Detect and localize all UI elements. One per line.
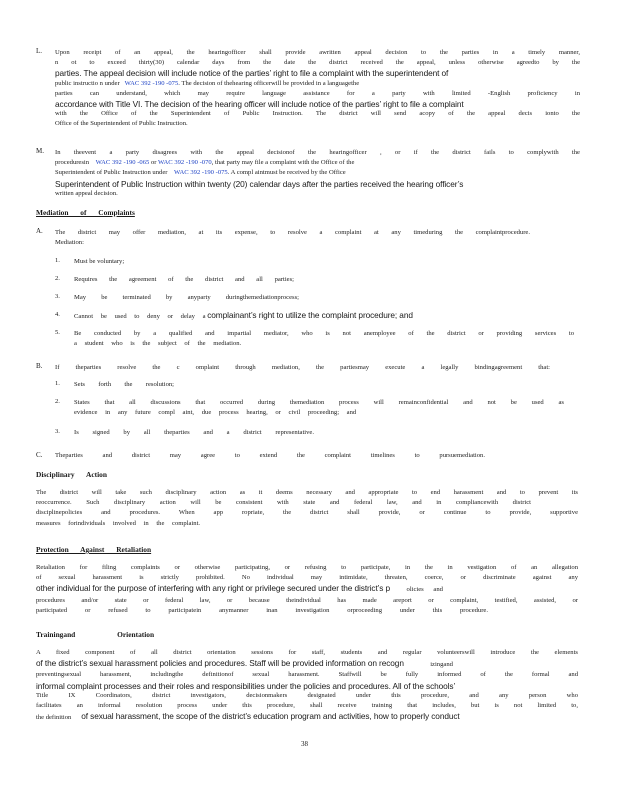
text-line: The district will take such disciplinary action as it deems necessary and appropriate to end harassment and to prevent its <box>36 489 578 496</box>
text-line <box>74 310 564 322</box>
paragraph-disciplinary <box>36 488 578 529</box>
heading-retaliation: Protection Against Retaliation <box>36 545 152 554</box>
text-line: Upon receipt of an appeal, the hearingofficer shall provide awritten appeal decision to the parties in a timely manner, <box>55 49 580 56</box>
section-letter: C. <box>36 451 43 459</box>
list-item <box>74 275 294 285</box>
heading-training: Trainingand Orientation <box>36 630 155 639</box>
paragraph-appeal-decision <box>55 48 580 130</box>
text-span: Superintendent of Public Instruction under <box>55 169 168 177</box>
section-letter: A. <box>36 227 43 235</box>
section-letter: L. <box>36 47 43 55</box>
text-line: Retaliation for filing complaints or otherwise participating, or refusing to participate, in the in vestigation of an allegation <box>36 564 578 571</box>
list-item <box>74 398 564 418</box>
text-span: proceduresin <box>55 159 90 167</box>
text-line: Title IX Coordinators, district investigators, decisionmakers designated under this procedure, and any person who <box>36 691 578 699</box>
text-span: or <box>150 159 157 167</box>
list-number: 1. <box>55 380 60 387</box>
wac-link[interactable]: WAC 392 -190 -065 <box>95 159 150 167</box>
text-line: procedures and/or state or federal law, or because theindividual has made areport or complaint, testified, assisted, or <box>36 596 578 604</box>
text-line: Office of the Superintendent of Public Instruction. <box>55 120 188 128</box>
text-line: Superintendent of Public Instruction within twenty (20) calendar days after the parties received the hearing officer’s <box>55 178 464 189</box>
list-number: 5. <box>55 329 60 336</box>
list-item <box>74 310 564 322</box>
text-line <box>36 583 578 595</box>
paragraph-mediation-offer <box>55 228 580 248</box>
text-line: If theparties resolve the c omplaint through mediation, the partiesmay execute a legally bindingagreement that: <box>55 364 550 371</box>
paragraph-appeal-complaint <box>55 148 580 199</box>
text-span: of the district’s sexual harassment policies and procedures. Staff will be provided information on recogn <box>36 658 404 669</box>
text-span: public instructio n under <box>55 79 120 87</box>
text-line: In theevent a party disagrees with the appeal decisionof the hearingofficer , or if the district fails to complywith the <box>55 149 580 156</box>
text-line: Sets forth the resolution; <box>74 381 174 388</box>
text-line: n ot to exceed thirty(30) calendar days from the date the district received the appeal, unless otherwise agreedto by the <box>55 59 580 67</box>
text-line: Mediation: <box>55 239 84 247</box>
text-line <box>36 711 578 723</box>
list-number: 2. <box>55 398 60 405</box>
text-span: . A compl aintmust be received by the Office <box>227 169 346 177</box>
text-line: evidence in any future compl aint, due process hearing, or civil proceeding; and <box>74 409 357 417</box>
text-line: States that all discussions that occurred during themediation process will remainconfidential and not be used as <box>74 399 564 406</box>
text-line: disciplinepolicies and procedures. When app ropriate, the district shall provide, or continue to provide, supportive <box>36 509 578 517</box>
text-line <box>55 168 580 178</box>
list-item <box>74 380 174 390</box>
wac-link[interactable]: WAC 392 -190 -075 <box>124 79 179 87</box>
text-line <box>55 158 580 168</box>
text-line: The district may offer mediation, at its expense, to resolve a complaint at any timeduring the complaintprocedure. <box>55 229 530 236</box>
list-item: Must be voluntary; <box>74 258 125 265</box>
text-line: accordance with Title VI. The decision of the hearing officer will include notice of the parties’ right to file a complaint <box>55 99 464 110</box>
text-line: written appeal decision. <box>55 189 118 197</box>
text-line: parties. The appeal decision will include notice of the parties’ right to file a complaint with the superintendent of <box>55 68 449 79</box>
text-line: May be terminated by anyparty duringthemediationprocess; <box>74 294 299 301</box>
list-number: 3. <box>55 428 60 435</box>
wac-link[interactable]: WAC 392 -190 -070 <box>158 159 212 167</box>
list-item <box>74 428 314 438</box>
text-line: Requires the agreement of the district and all parties; <box>74 276 294 283</box>
heading-disciplinary: Disciplinary Action <box>36 470 107 479</box>
text-line: a student who is the subject of the mediation. <box>74 340 242 348</box>
text-line: participated or refused to participatein anymanner inan investigation orproceeding under this procedure. <box>36 606 488 614</box>
text-span: of sexual harassment, the scope of the district’s education program and activities, how to properly conduct <box>81 711 460 722</box>
text-span: . The decision of thehearing officerwill be provided in a languagethe <box>178 79 360 87</box>
section-letter: M. <box>36 147 44 155</box>
paragraph-training <box>36 648 578 723</box>
text-span: complainant’s right to utilize the complaint procedure; and <box>207 310 413 320</box>
text-line <box>36 658 578 670</box>
text-span: Cannot be used to deny or delay a <box>74 313 206 320</box>
list-number: 1. <box>55 257 60 264</box>
text-line: reoccurrence. Such disciplinary action will be consistent with state and federal law, and in compliancewith district <box>36 499 531 507</box>
text-line: parties can understand, which may require language assistance for a party with limited -English proficiency in <box>55 89 580 97</box>
text-line: Theparties and district may agree to extend the complaint timelines to pursuemediation. <box>55 452 485 459</box>
text-span: izingand <box>430 661 453 669</box>
list-item <box>74 293 299 303</box>
text-line: Be conducted by a qualified and impartial mediator, who is not anemployee of the district or providing services to <box>74 330 574 337</box>
text-span: olicies and <box>406 586 443 594</box>
list-item <box>74 329 574 349</box>
text-line: facilitates an informal resolution process under this procedure, shall receive training that includes, but is not limited to, <box>36 702 578 710</box>
text-line: Is signed by all theparties and a district representative. <box>74 429 314 436</box>
text-line <box>55 79 580 89</box>
text-line: A fixed component of all district orientation sessions for staff, students and regular volunteerswill introduce the elements <box>36 649 578 656</box>
text-line: informal complaint processes and their roles and responsibilities under the policies and procedures. All of the schools’ <box>36 680 456 691</box>
paragraph-retaliation <box>36 563 578 616</box>
list-number: 2. <box>55 275 60 282</box>
list-number: 4. <box>55 311 60 318</box>
text-line: of sexual harassment is strictly prohibited. No individual may intimidate, threaten, coerce, or discriminate against any <box>36 574 578 582</box>
list-number: 3. <box>55 293 60 300</box>
heading-mediation: Mediation of Complaints <box>36 208 135 217</box>
text-span: , that party may file a complaint with the Office of the <box>211 159 355 167</box>
text-line: preventingsexual harassment, includingthe definitionof sexual harassment. Staffwill be fully informed of the formal and <box>36 671 578 679</box>
wac-link[interactable]: WAC 392 -190 -075 <box>174 169 228 177</box>
paragraph-mediation-extend <box>55 451 485 461</box>
paragraph-mediation-agreement <box>55 363 550 373</box>
text-span: other individual for the purpose of interfering with any right or privilege secured under the district’s p <box>36 583 391 594</box>
text-line: with the Office of the Superintendent of Public Instruction. The district will send acopy of the appeal decis ionto the <box>55 110 580 118</box>
text-span: the definition <box>36 714 72 722</box>
text-line: measures forindividuals involved in the complaint. <box>36 519 201 527</box>
page-number: 38 <box>301 740 308 748</box>
section-letter: B. <box>36 362 43 370</box>
